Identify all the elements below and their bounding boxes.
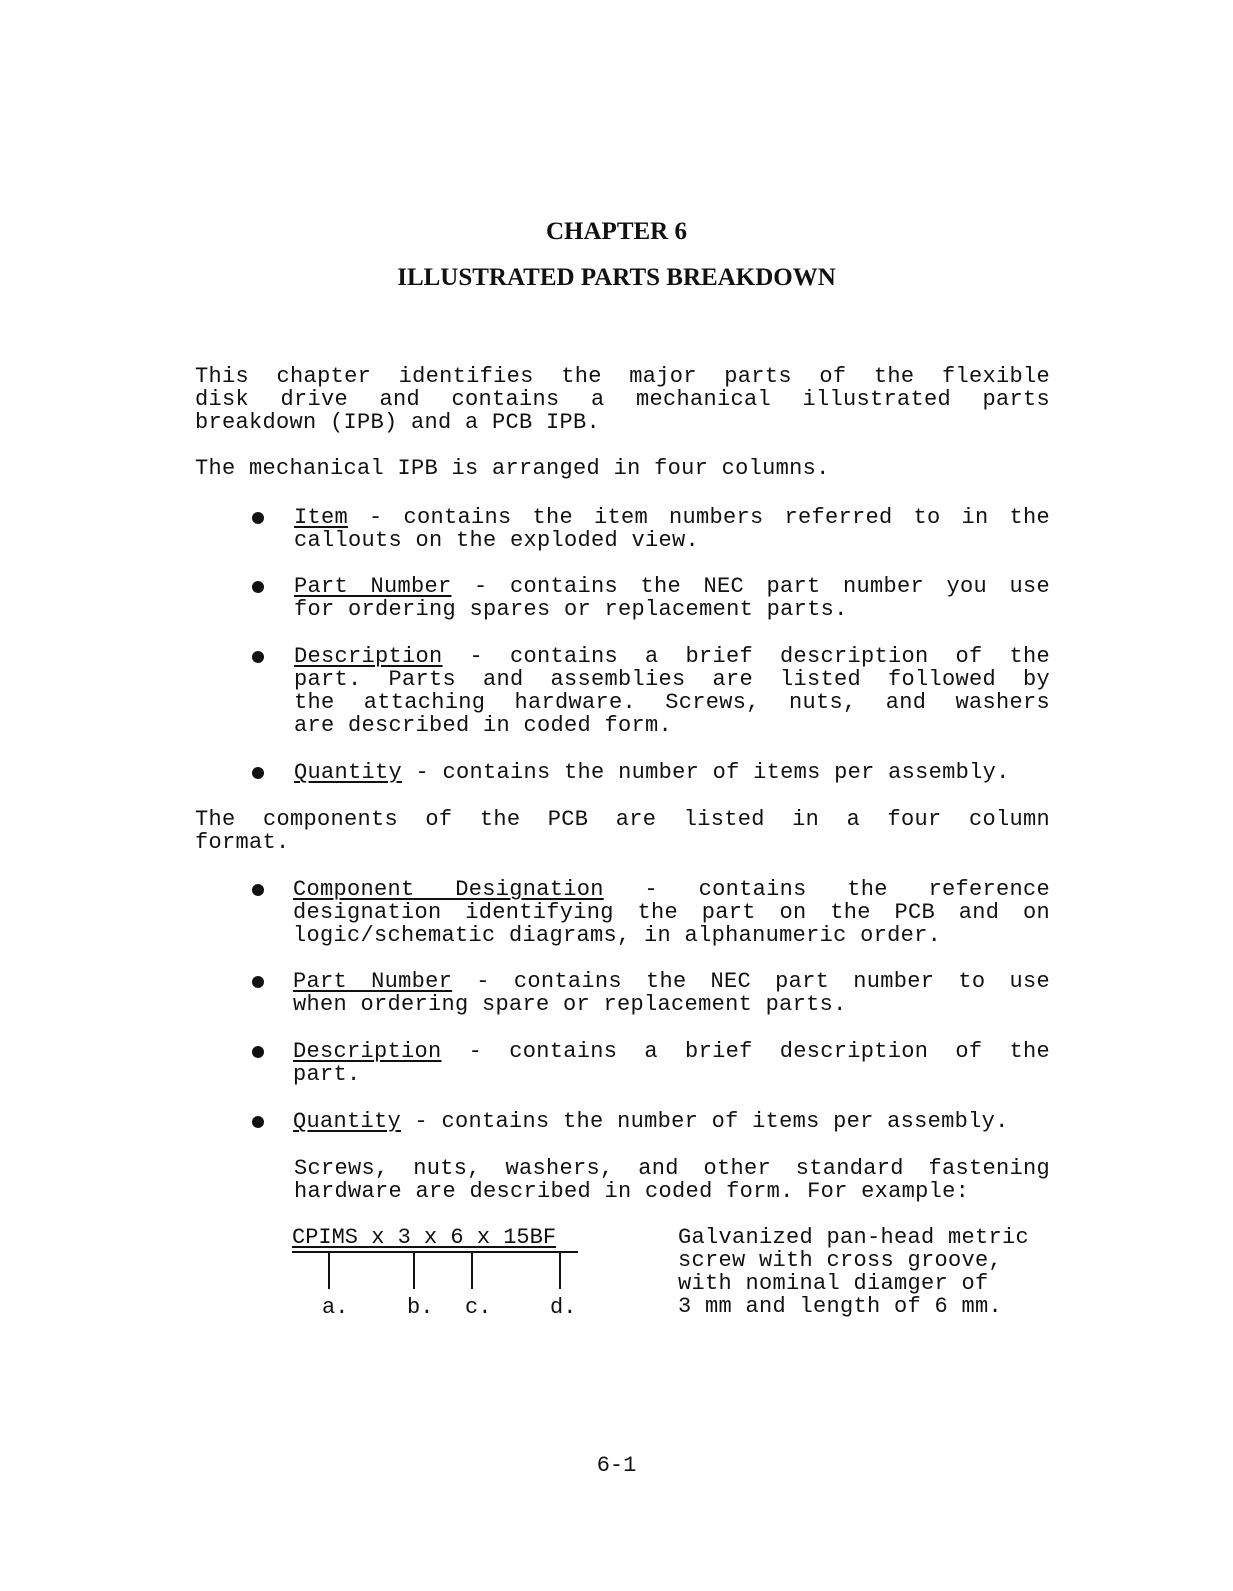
item-text: part. [293,1062,361,1087]
bullet-icon [252,1116,264,1128]
list-item [293,1040,1050,1086]
bullet-icon [252,767,264,779]
term: Component Designation [293,877,604,902]
term: Part Number [293,969,453,994]
item-text: the attaching hardware. Screws, nuts, and washers [294,690,1050,715]
callout-label-a: a. [322,1295,349,1320]
code-example-diagram [292,1226,592,1326]
item-text: - contains the item numbers referred to in the [348,505,1050,530]
pcb-intro-line: The components of the PCB are listed in a four column [195,807,1050,832]
example-code-text: CPIMS x 3 x 6 x 15BF [292,1225,557,1250]
item-text: for ordering spares or replacement parts. [294,597,848,622]
item-text: - contains the NEC part number you use [451,574,1050,599]
bullet-icon [252,1046,264,1058]
example-desc-line: with nominal diamger of [678,1271,989,1296]
item-text: - contains the number of items per assembly. [401,1109,1009,1134]
callout-label-b: b. [407,1295,434,1320]
chapter-number: CHAPTER 6 [546,218,687,245]
item-text: - contains the number of items per assembly. [402,760,1010,785]
page-number: 6-1 [596,1453,637,1478]
callout-label-d: d. [550,1295,577,1320]
pcb-intro-line: format. [195,830,290,855]
callout-lines [292,1226,592,1296]
bullet-icon [252,651,264,663]
list-item [293,1110,1050,1133]
bullet-icon [252,976,264,988]
fastening-line: Screws, nuts, washers, and other standard fastening [294,1156,1050,1181]
list-item [293,970,1050,1016]
item-text: - contains a brief description of the [441,1039,1050,1064]
example-desc-line: Galvanized pan-head metric [678,1225,1030,1250]
item-text: part. Parts and assemblies are listed followed by [294,667,1050,692]
item-text: logic/schematic diagrams, in alphanumeric order. [293,923,942,948]
item-text: - contains a brief description of the [442,644,1050,669]
fastening-line: hardware are described in coded form. For example: [294,1179,970,1204]
list-item [294,761,1050,784]
list-item [294,645,1050,737]
item-text: when ordering spare or replacement parts. [293,992,847,1017]
item-text: are described in coded form. [294,713,673,738]
item-text: - contains the reference [603,877,1051,902]
bullet-icon [252,884,264,896]
example-description [678,1226,1058,1318]
term: Description [294,644,443,669]
intro-line: disk drive and contains a mechanical illustrated parts [195,387,1050,412]
list-item [293,878,1050,947]
term: Quantity [294,760,403,785]
mechanical-intro: The mechanical IPB is arranged in four columns. [195,456,830,481]
example-desc-line: 3 mm and length of 6 mm. [678,1294,1003,1319]
intro-line: breakdown (IPB) and a PCB IPB. [195,410,601,435]
term: Part Number [294,574,452,599]
list-item [294,506,1050,552]
bullet-icon [252,581,264,593]
pcb-intro [195,808,1050,854]
item-text: - contains the NEC part number to use [452,969,1050,994]
fastening-paragraph [294,1157,1050,1203]
list-item [294,575,1050,621]
term: Description [293,1039,442,1064]
intro-paragraph [195,365,1050,434]
chapter-title: ILLUSTRATED PARTS BREAKDOWN [397,264,836,291]
example-desc-line: screw with cross groove, [678,1248,1003,1273]
term: Quantity [293,1109,402,1134]
item-text: designation identifying the part on the PCB and on [293,900,1050,925]
intro-line: This chapter identifies the major parts of the flexible [195,364,1050,389]
bullet-icon [252,512,264,524]
callout-label-c: c. [465,1295,492,1320]
item-text: callouts on the exploded view. [294,528,700,553]
term: Item [294,505,349,530]
